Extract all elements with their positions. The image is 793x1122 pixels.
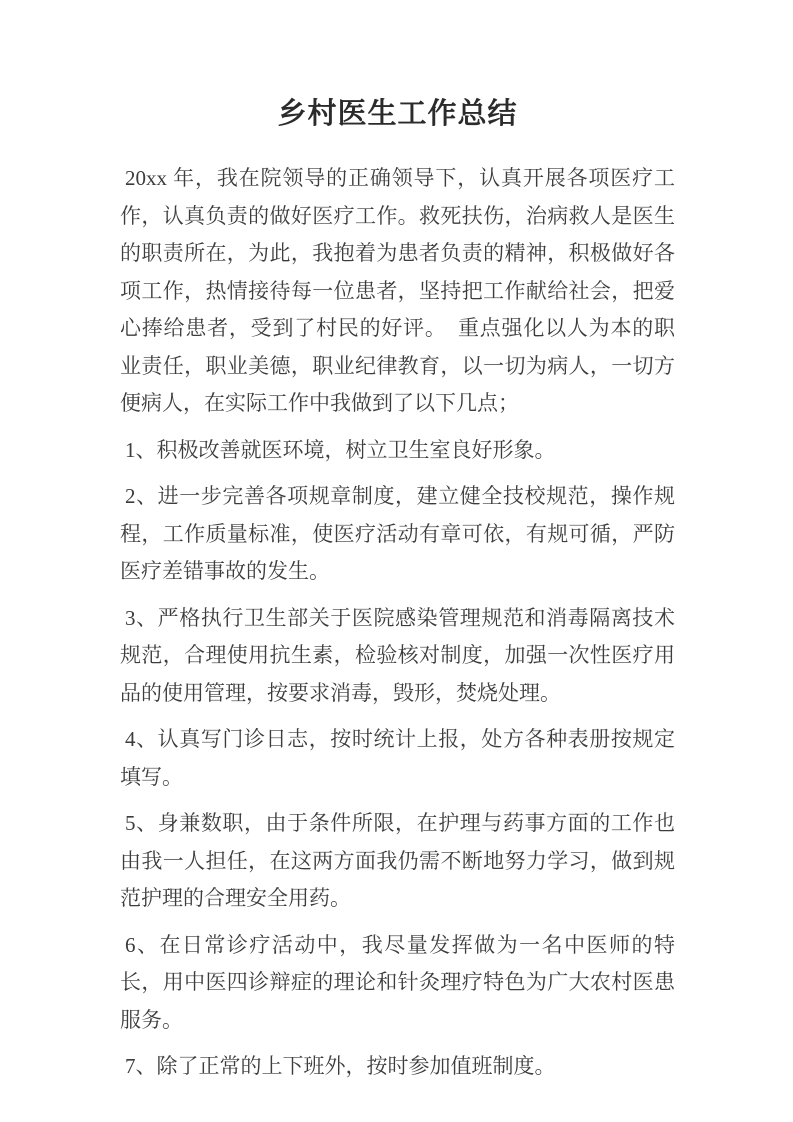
list-item-7: 7、除了正常的上下班外，按时参加值班制度。 [125,1054,556,1078]
list-item-6: 6、在日常诊疗活动中，我尽量发挥做为一名中医师的特长，用中医四诊辩症的理论和针灸理疗特色为广大农村医患服务。 [120,932,675,1032]
list-item-2: 2、进一步完善各项规章制度，建立健全技校规范，操作规程，工作质量标准，使医疗活动有章可依，有规可循，严防医疗差错事故的发生。 [120,484,675,583]
list-item-1: 1、积极改善就医环境，树立卫生室良好形象。 [125,437,556,462]
intro-paragraph: 20xx 年，我在院领导的正确领导下，认真开展各项医疗工作，认真负责的做好医疗工作。救死扶伤，治病救人是医生的职责所在，为此，我抱着为患者负责的精神，积极做好各项工作，热情接待每一位患者，坚持把工作献给社会，把爱心捧给患者，受到了村民的好评。 重点强化以人为本的职业责任，职业美德，职业纪律教育，以一切为病人，一切方便病人，在实际工作中我做到了以下几点； [120,166,675,415]
list-item-3: 3、严格执行卫生部关于医院感染管理规范和消毒隔离技术规范，合理使用抗生素，检验核对制度，加强一次性医疗用品的使用管理，按要求消毒，毁形，焚烧处理。 [120,605,675,705]
list-item-5: 5、身兼数职，由于条件所限，在护理与药事方面的工作也由我一人担任，在这两方面我仍需不断地努力学习，做到规范护理的合理安全用药。 [120,811,675,910]
page-title: 乡村医生工作总结 [277,98,518,130]
list-item-4: 4、认真写门诊日志，按时统计上报，处方各种表册按规定填写。 [120,727,675,789]
